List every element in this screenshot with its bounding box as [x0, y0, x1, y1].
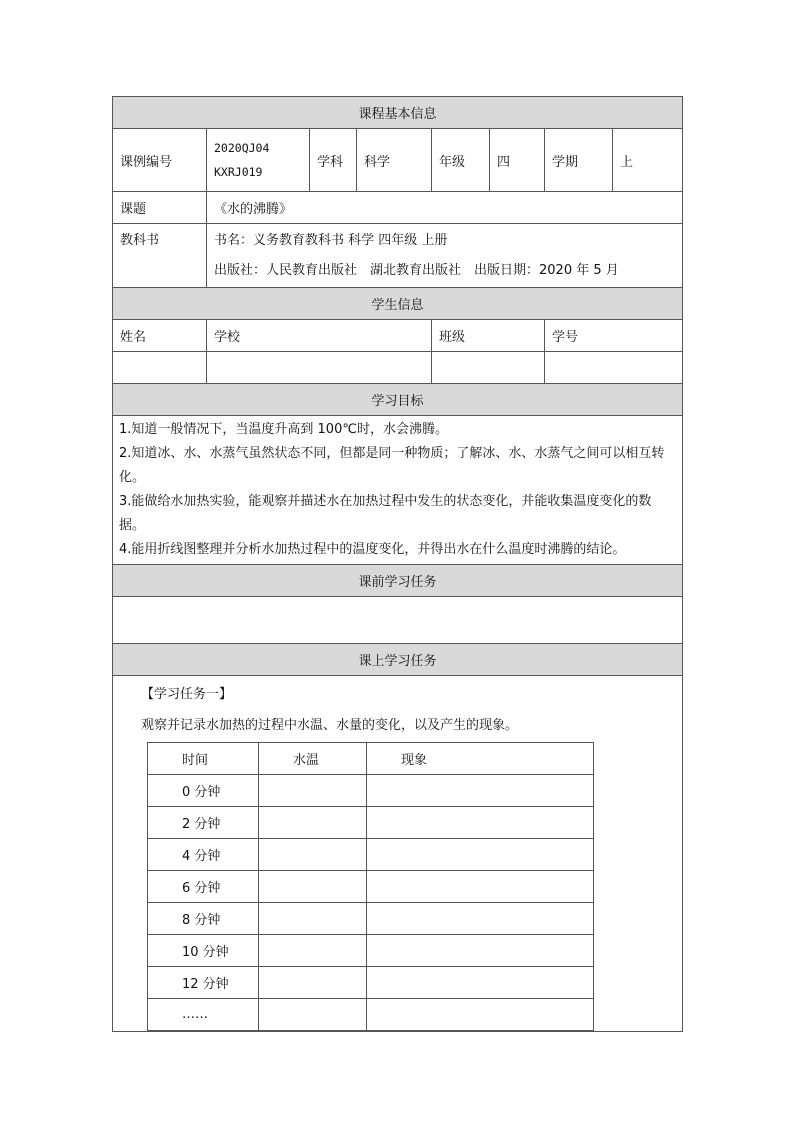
observation-table: [147, 742, 594, 1031]
goal-item-3: 3.能做给水加热实验，能观察并描述水在加热过程中发生的状态变化，并能收集温度变化的数据。: [119, 494, 652, 533]
task-one-title: 【学习任务一】: [141, 687, 233, 702]
water-temp-cell[interactable]: [259, 839, 367, 871]
name-label: 姓名: [113, 320, 207, 352]
phenomenon-cell[interactable]: [367, 935, 594, 967]
table-row: [148, 871, 594, 903]
goal-item-4: 4.能用折线图整理并分析水加热过程中的温度变化，并得出水在什么温度时沸腾的结论。: [119, 542, 626, 557]
student-id-label: 学号: [545, 320, 683, 352]
pre-class-content[interactable]: [113, 597, 683, 644]
textbook-value: [207, 224, 683, 288]
topic-label: 课题: [113, 192, 207, 224]
section-header-pre-class: 课前学习任务: [113, 565, 683, 597]
section-header-basic-info: 课程基本信息: [113, 97, 683, 129]
name-field[interactable]: [113, 352, 207, 384]
section-header-goals: 学习目标: [113, 384, 683, 416]
water-temp-cell[interactable]: [259, 807, 367, 839]
water-temp-cell[interactable]: [259, 999, 367, 1031]
goal-item-1: 1.知道一般情况下，当温度升高到 100℃时，水会沸腾。: [119, 422, 448, 437]
school-field[interactable]: [207, 352, 432, 384]
header-time: 时间: [148, 743, 259, 775]
row-time: 10 分钟: [148, 935, 259, 967]
course-id-line1: 2020QJ04: [214, 141, 270, 155]
phenomenon-cell[interactable]: [367, 839, 594, 871]
textbook-label: 教科书: [113, 224, 207, 288]
term-value: 上: [613, 129, 683, 192]
water-temp-cell[interactable]: [259, 967, 367, 999]
topic-value: 《水的沸腾》: [207, 192, 683, 224]
task-one-description: 观察并记录水加热的过程中水温、水量的变化，以及产生的现象。: [141, 718, 519, 733]
section-header-student-info: 学生信息: [113, 288, 683, 320]
course-id-label: 课例编号: [113, 129, 207, 192]
school-label: 学校: [207, 320, 432, 352]
course-id-value: [207, 129, 310, 192]
table-row: [148, 999, 594, 1031]
row-time: 2 分钟: [148, 807, 259, 839]
class-label: 班级: [432, 320, 545, 352]
section-header-in-class: 课上学习任务: [113, 644, 683, 676]
phenomenon-cell[interactable]: [367, 967, 594, 999]
course-id-line2: KXRJ019: [214, 165, 263, 179]
table-row: [148, 807, 594, 839]
phenomenon-cell[interactable]: [367, 807, 594, 839]
worksheet-page: [112, 96, 682, 1032]
goals-list: [113, 416, 683, 565]
row-time: 4 分钟: [148, 839, 259, 871]
row-time: 8 分钟: [148, 903, 259, 935]
row-time: 0 分钟: [148, 775, 259, 807]
class-field[interactable]: [432, 352, 545, 384]
table-row: [148, 935, 594, 967]
phenomenon-cell[interactable]: [367, 999, 594, 1031]
goal-item-2: 2.知道冰、水、水蒸气虽然状态不同，但都是同一种物质；了解冰、水、水蒸气之间可以相互转化。: [119, 446, 665, 485]
water-temp-cell[interactable]: [259, 935, 367, 967]
phenomenon-cell[interactable]: [367, 903, 594, 935]
course-form-table: [112, 96, 683, 1032]
subject-label: 学科: [310, 129, 357, 192]
table-row: [148, 903, 594, 935]
row-time: 6 分钟: [148, 871, 259, 903]
student-id-field[interactable]: [545, 352, 683, 384]
water-temp-cell[interactable]: [259, 871, 367, 903]
textbook-publisher-line: 出版社：人民教育出版社 湖北教育出版社 出版日期：2020 年 5 月: [214, 262, 619, 278]
phenomenon-cell[interactable]: [367, 775, 594, 807]
grade-value: 四: [490, 129, 545, 192]
phenomenon-cell[interactable]: [367, 871, 594, 903]
table-row: [148, 967, 594, 999]
grade-label: 年级: [432, 129, 490, 192]
textbook-title-line: 书名：义务教育教科书 科学 四年级 上册: [214, 232, 448, 248]
water-temp-cell[interactable]: [259, 903, 367, 935]
water-temp-cell[interactable]: [259, 775, 367, 807]
subject-value: 科学: [357, 129, 432, 192]
row-time: ……: [148, 999, 259, 1031]
header-water-temp: 水温: [259, 743, 367, 775]
term-label: 学期: [545, 129, 613, 192]
table-row: [148, 839, 594, 871]
row-time: 12 分钟: [148, 967, 259, 999]
in-class-content: [113, 676, 683, 1032]
table-row: [148, 775, 594, 807]
header-phenomenon: 现象: [367, 743, 594, 775]
table-header-row: [148, 743, 594, 775]
